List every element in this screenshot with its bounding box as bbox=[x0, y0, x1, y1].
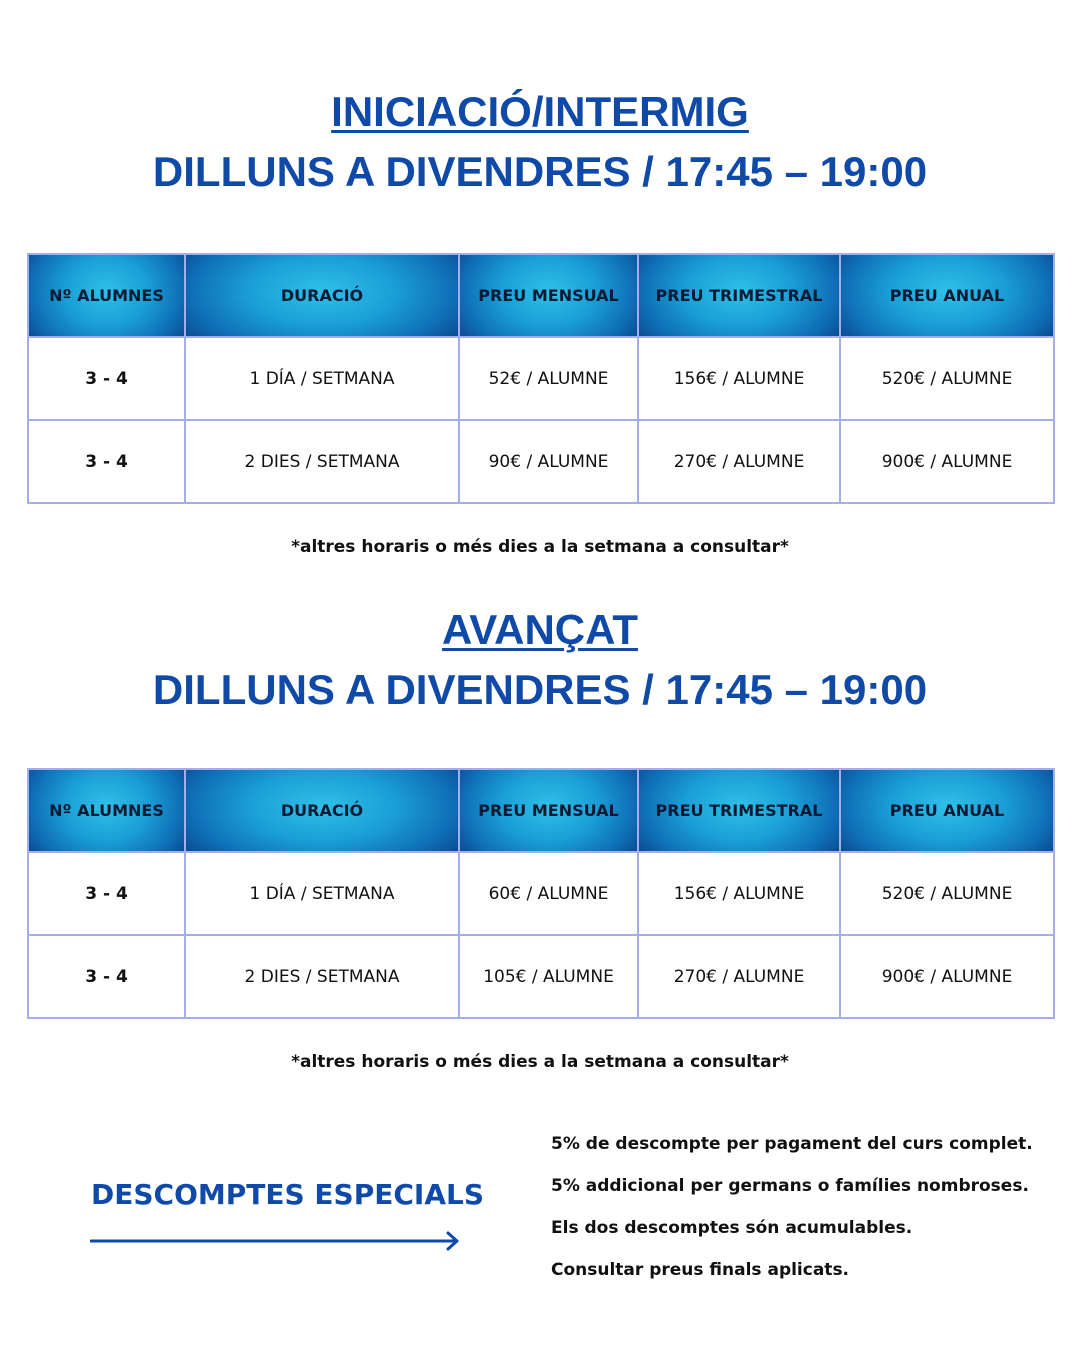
cell-students: 3 - 4 bbox=[28, 420, 185, 503]
cell-annual-price: 520€ / ALUMNE bbox=[840, 852, 1054, 935]
cell-monthly-price: 105€ / ALUMNE bbox=[459, 935, 638, 1018]
cell-duration: 1 DÍA / SETMANA bbox=[185, 337, 459, 420]
cell-quarterly-price: 156€ / ALUMNE bbox=[638, 337, 840, 420]
table-row bbox=[28, 935, 1054, 1018]
arrow-right-icon bbox=[90, 1230, 462, 1252]
table-header-row bbox=[28, 769, 1054, 852]
section-1-schedule: DILLUNS A DIVENDRES / 17:45 – 19:00 bbox=[152, 148, 928, 195]
section-2-schedule: DILLUNS A DIVENDRES / 17:45 – 19:00 bbox=[152, 666, 928, 713]
section-1-note: *altres horaris o més dies a la setmana a consultar* bbox=[291, 537, 789, 557]
header-students: Nº ALUMNES bbox=[28, 769, 185, 852]
header-monthly-price: PREU MENSUAL bbox=[459, 769, 638, 852]
cell-quarterly-price: 156€ / ALUMNE bbox=[638, 852, 840, 935]
table-header-row bbox=[28, 254, 1054, 337]
cell-duration: 2 DIES / SETMANA bbox=[185, 420, 459, 503]
cell-annual-price: 900€ / ALUMNE bbox=[840, 935, 1054, 1018]
discount-item: 5% de descompte per pagament del curs complet. bbox=[551, 1134, 1033, 1154]
cell-students: 3 - 4 bbox=[28, 935, 185, 1018]
section-2-note: *altres horaris o més dies a la setmana a consultar* bbox=[291, 1052, 789, 1072]
pricing-table-1 bbox=[27, 253, 1055, 504]
discount-item: Els dos descomptes són acumulables. bbox=[551, 1218, 913, 1238]
cell-monthly-price: 52€ / ALUMNE bbox=[459, 337, 638, 420]
cell-students: 3 - 4 bbox=[28, 337, 185, 420]
table-row bbox=[28, 337, 1054, 420]
header-annual-price: PREU ANUAL bbox=[840, 254, 1054, 337]
cell-annual-price: 520€ / ALUMNE bbox=[840, 337, 1054, 420]
discounts-list bbox=[551, 1130, 1033, 1298]
header-students: Nº ALUMNES bbox=[28, 254, 185, 337]
table-row bbox=[28, 852, 1054, 935]
discounts-title: DESCOMPTES ESPECIALS bbox=[91, 1178, 484, 1211]
section-1-level-title: INICIACIÓ/INTERMIG bbox=[331, 88, 749, 135]
cell-monthly-price: 60€ / ALUMNE bbox=[459, 852, 638, 935]
pricing-table-2 bbox=[27, 768, 1055, 1019]
header-monthly-price: PREU MENSUAL bbox=[459, 254, 638, 337]
header-quarterly-price: PREU TRIMESTRAL bbox=[638, 254, 840, 337]
section-2-level-title: AVANÇAT bbox=[442, 606, 638, 653]
discount-item: 5% addicional per germans o famílies nombroses. bbox=[551, 1176, 1029, 1196]
cell-students: 3 - 4 bbox=[28, 852, 185, 935]
discount-item: Consultar preus finals aplicats. bbox=[551, 1260, 850, 1280]
table-row bbox=[28, 420, 1054, 503]
header-annual-price: PREU ANUAL bbox=[840, 769, 1054, 852]
header-duration: DURACIÓ bbox=[185, 769, 459, 852]
cell-quarterly-price: 270€ / ALUMNE bbox=[638, 935, 840, 1018]
cell-quarterly-price: 270€ / ALUMNE bbox=[638, 420, 840, 503]
header-quarterly-price: PREU TRIMESTRAL bbox=[638, 769, 840, 852]
header-duration: DURACIÓ bbox=[185, 254, 459, 337]
cell-monthly-price: 90€ / ALUMNE bbox=[459, 420, 638, 503]
cell-duration: 1 DÍA / SETMANA bbox=[185, 852, 459, 935]
cell-annual-price: 900€ / ALUMNE bbox=[840, 420, 1054, 503]
cell-duration: 2 DIES / SETMANA bbox=[185, 935, 459, 1018]
